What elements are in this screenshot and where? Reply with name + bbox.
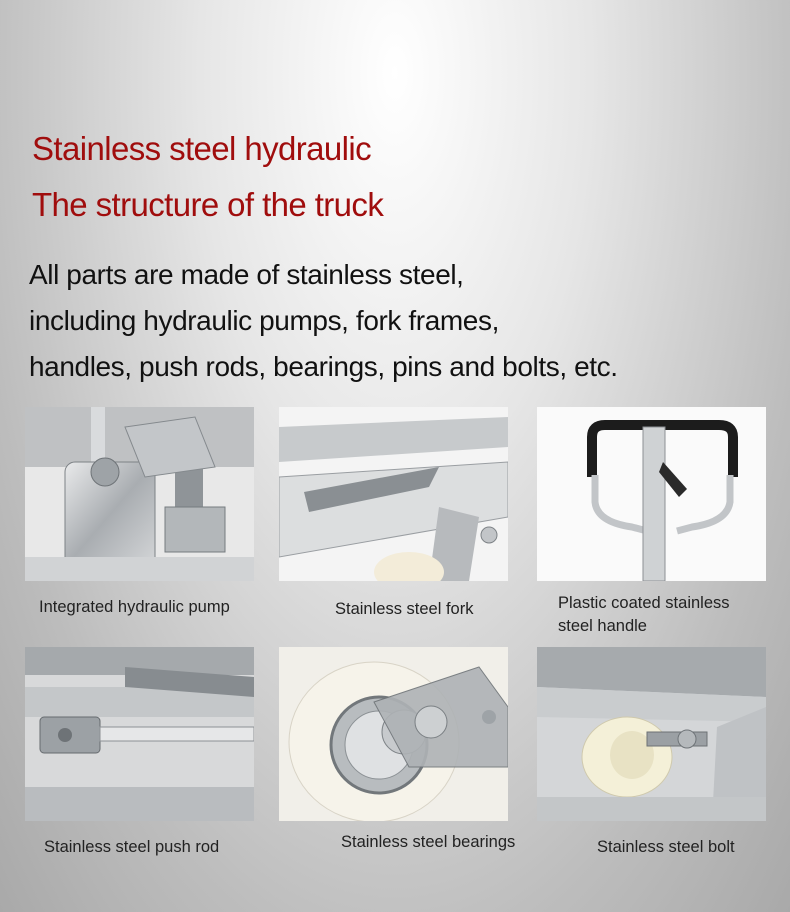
- description-line-3: handles, push rods, bearings, pins and bolts, etc.: [29, 351, 618, 382]
- bearings-photo: [279, 647, 508, 821]
- caption-push-rod: Stainless steel push rod: [44, 838, 220, 856]
- caption-bolt: Stainless steel bolt: [597, 838, 735, 856]
- fork-photo: [279, 407, 508, 581]
- push-rod-photo: [25, 647, 254, 821]
- handle-photo: [537, 407, 766, 581]
- caption-handle-line-2: steel handle: [558, 617, 647, 635]
- caption-hydraulic-pump: Integrated hydraulic pump: [39, 598, 230, 616]
- description-line-1: All parts are made of stainless steel,: [29, 259, 464, 290]
- hydraulic-pump-photo: [25, 407, 254, 581]
- description-line-2: including hydraulic pumps, fork frames,: [29, 305, 499, 336]
- caption-fork: Stainless steel fork: [335, 600, 474, 618]
- description: [29, 252, 769, 390]
- bolt-photo: [537, 647, 766, 821]
- caption-bearings: Stainless steel bearings: [341, 833, 516, 851]
- caption-handle: [558, 592, 730, 638]
- heading-line-1: Stainless steel hydraulic: [32, 130, 372, 167]
- caption-handle-line-1: Plastic coated stainless: [558, 594, 730, 612]
- heading-line-2: The structure of the truck: [32, 186, 384, 223]
